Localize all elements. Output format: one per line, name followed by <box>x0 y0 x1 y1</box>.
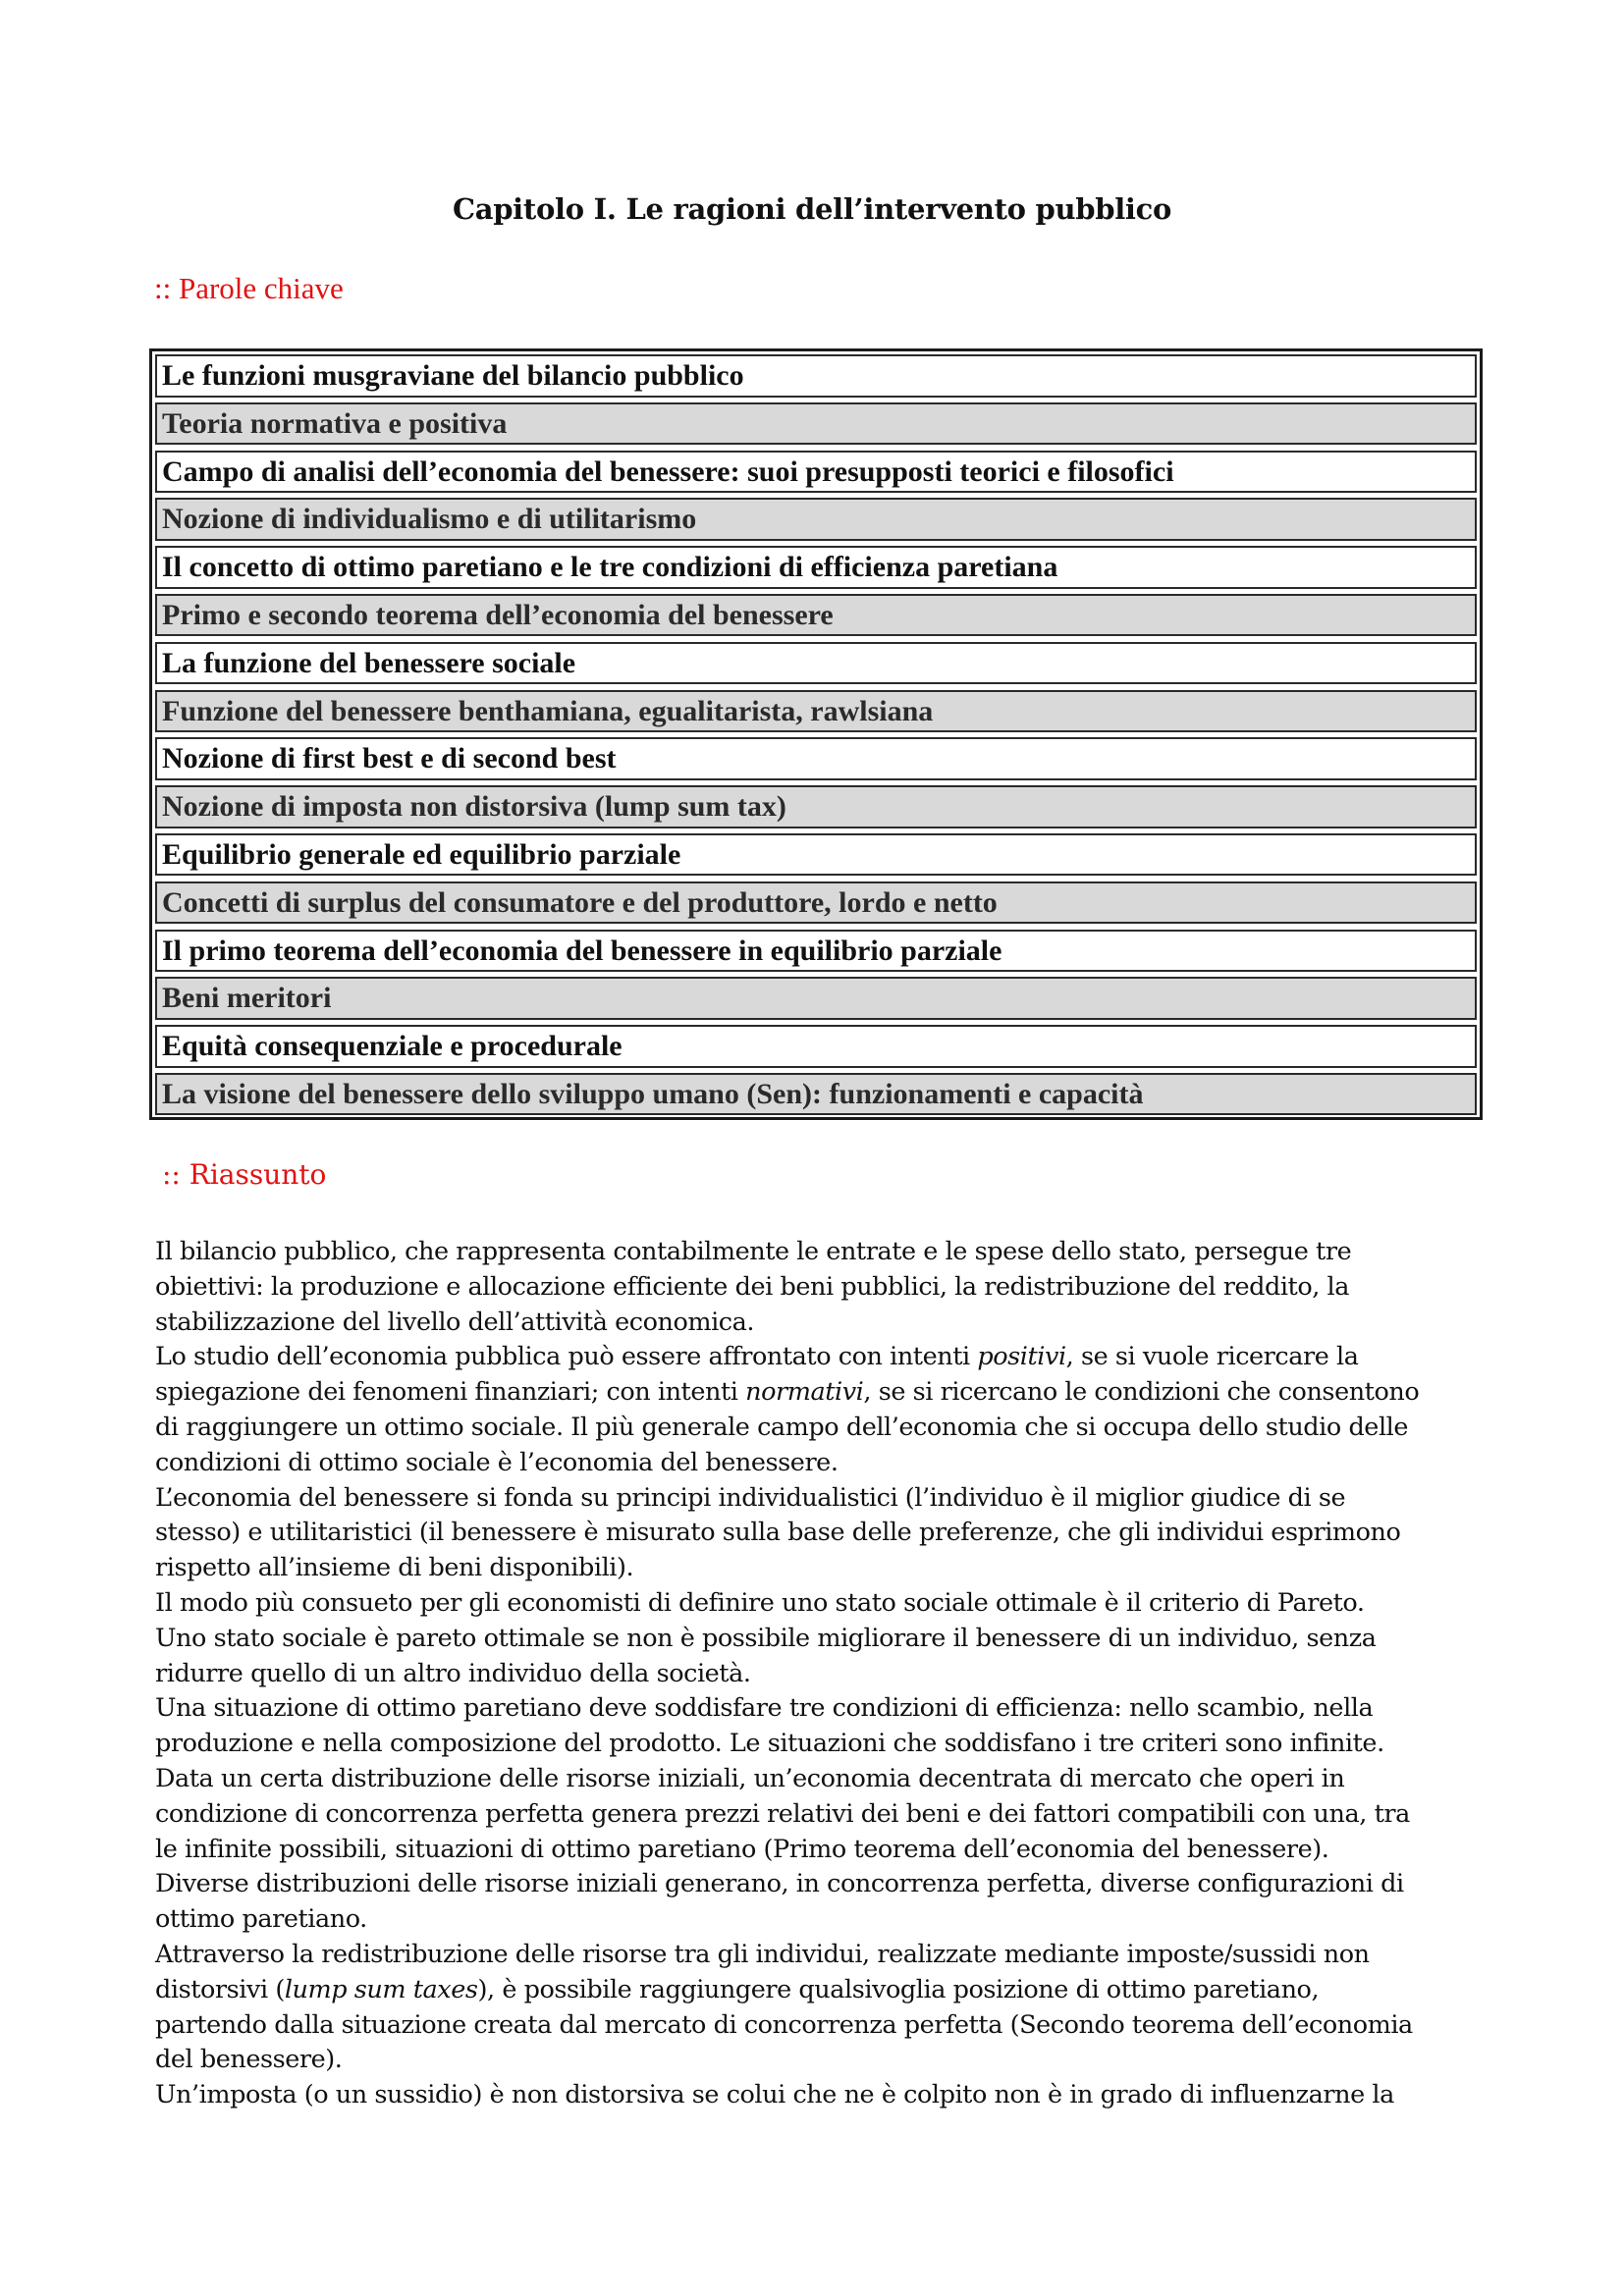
keyword-row: La funzione del benessere sociale <box>155 642 1477 685</box>
summary-line: Attraverso la redistribuzione delle risorse tra gli individui, realizzate mediante imposte/sussidi non <box>155 1939 1370 1969</box>
summary-line-emphasis: positivi <box>977 1342 1066 1372</box>
summary-line: di raggiungere un ottimo sociale. Il più generale campo dell’economia che si occupa dello studio delle <box>155 1412 1409 1442</box>
summary-line: Una situazione di ottimo paretiano deve soddisfare tre condizioni di efficienza: nello scambio, nella <box>155 1693 1374 1724</box>
keyword-row: Teoria normativa e positiva <box>155 402 1477 446</box>
keyword-row: Equità consequenziale e procedurale <box>155 1025 1477 1068</box>
summary-line: Diverse distribuzioni delle risorse iniziali generano, in concorrenza perfetta, diverse configurazioni di <box>155 1869 1404 1899</box>
keyword-row: Nozione di imposta non distorsiva (lump sum tax) <box>155 785 1477 828</box>
keyword-row: La visione del benessere dello sviluppo umano (Sen): funzionamenti e capacità <box>155 1073 1477 1116</box>
keyword-row: Concetti di surplus del consumatore e del produttore, lordo e netto <box>155 881 1477 925</box>
summary-line: L’economia del benessere si fonda su principi individualistici (l’individuo è il miglior giudice di se <box>155 1482 1346 1513</box>
keyword-row: Primo e secondo teorema dell’economia del benessere <box>155 594 1477 637</box>
keyword-row: Equilibrio generale ed equilibrio parziale <box>155 833 1477 877</box>
keyword-row: Il primo teorema dell’economia del benessere in equilibrio parziale <box>155 930 1477 973</box>
summary-line-emphasis: lump sum taxes <box>284 1974 478 2004</box>
summary-line: stabilizzazione del livello dell’attività economica. <box>155 1307 755 1337</box>
keywords-table <box>149 348 1483 1120</box>
summary-line: Uno stato sociale è pareto ottimale se non è possibile migliorare il benessere di un individuo, senza <box>155 1623 1377 1653</box>
keyword-row: Il concetto di ottimo paretiano e le tre condizioni di efficienza paretiana <box>155 546 1477 589</box>
summary-line: del benessere). <box>155 2045 343 2075</box>
summary-line: ottimo paretiano. <box>155 1904 367 1935</box>
summary-line-text: , se si ricercano le condizioni che consentono <box>863 1377 1420 1408</box>
keyword-row: Nozione di individualismo e di utilitarismo <box>155 498 1477 541</box>
summary-line: Il bilancio pubblico, che rappresenta contabilmente le entrate e le spese dello stato, persegue tre <box>155 1237 1352 1266</box>
summary-line: produzione e nella composizione del prodotto. Le situazioni che soddisfano i tre criteri sono infinite. <box>155 1729 1384 1759</box>
summary-line <box>155 1973 1500 2008</box>
summary-line-text: , se si vuole ricercare la <box>1065 1342 1359 1372</box>
summary-line: partendo dalla situazione creata dal mercato di concorrenza perfetta (Secondo teorema dell’economia <box>155 2009 1413 2040</box>
summary-line-text: distorsivi ( <box>155 1974 285 2004</box>
summary-line <box>155 1375 1500 1411</box>
summary-line <box>155 1340 1500 1375</box>
keyword-row: Le funzioni musgraviane del bilancio pubblico <box>155 354 1477 398</box>
summary-line: le infinite possibili, situazioni di ottimo paretiano (Primo teorema dell’economia del benessere). <box>155 1834 1329 1864</box>
summary-line-text: ), è possibile raggiungere qualsivoglia posizione di ottimo paretiano, <box>477 1974 1320 2004</box>
summary-line-emphasis: normativi <box>745 1377 864 1408</box>
summary-line: rispetto all’insieme di beni disponibili). <box>155 1553 634 1583</box>
summary-heading: :: Riassunto <box>162 1158 327 1191</box>
keyword-row: Funzione del benessere benthamiana, egualitarista, rawlsiana <box>155 690 1477 733</box>
page-title: Capitolo I. Le ragioni dell’intervento pubblico <box>452 192 1172 226</box>
summary-line: condizione di concorrenza perfetta genera prezzi relativi dei beni e dei fattori compatibili con una, tra <box>155 1798 1410 1829</box>
summary-line: condizioni di ottimo sociale è l’economia del benessere. <box>155 1447 839 1477</box>
summary-line: stesso) e utilitaristici (il benessere è misurato sulla base delle preferenze, che gli individui esprimono <box>155 1518 1401 1548</box>
summary-line: Un’imposta (o un sussidio) è non distorsiva se colui che ne è colpito non è in grado di influenzarne la <box>155 2080 1394 2110</box>
keyword-row: Beni meritori <box>155 977 1477 1020</box>
summary-line: obiettivi: la produzione e allocazione efficiente dei beni pubblici, la redistribuzione del reddito, la <box>155 1271 1350 1302</box>
summary-line-text: Lo studio dell’economia pubblica può essere affrontato con intenti <box>155 1342 978 1372</box>
summary-text <box>155 1235 1500 2113</box>
summary-line: Data un certa distribuzione delle risorse iniziali, un’economia decentrata di mercato che operi in <box>155 1763 1345 1793</box>
keyword-row: Campo di analisi dell’economia del benessere: suoi presupposti teorici e filosofici <box>155 451 1477 494</box>
keyword-row: Nozione di first best e di second best <box>155 737 1477 780</box>
keywords-heading: :: Parole chiave <box>154 271 344 305</box>
summary-line: ridurre quello di un altro individuo della società. <box>155 1658 751 1688</box>
summary-line-text: spiegazione dei fenomeni finanziari; con intenti <box>155 1377 746 1408</box>
summary-line: Il modo più consueto per gli economisti di definire uno stato sociale ottimale è il criterio di Pareto. <box>155 1587 1365 1618</box>
